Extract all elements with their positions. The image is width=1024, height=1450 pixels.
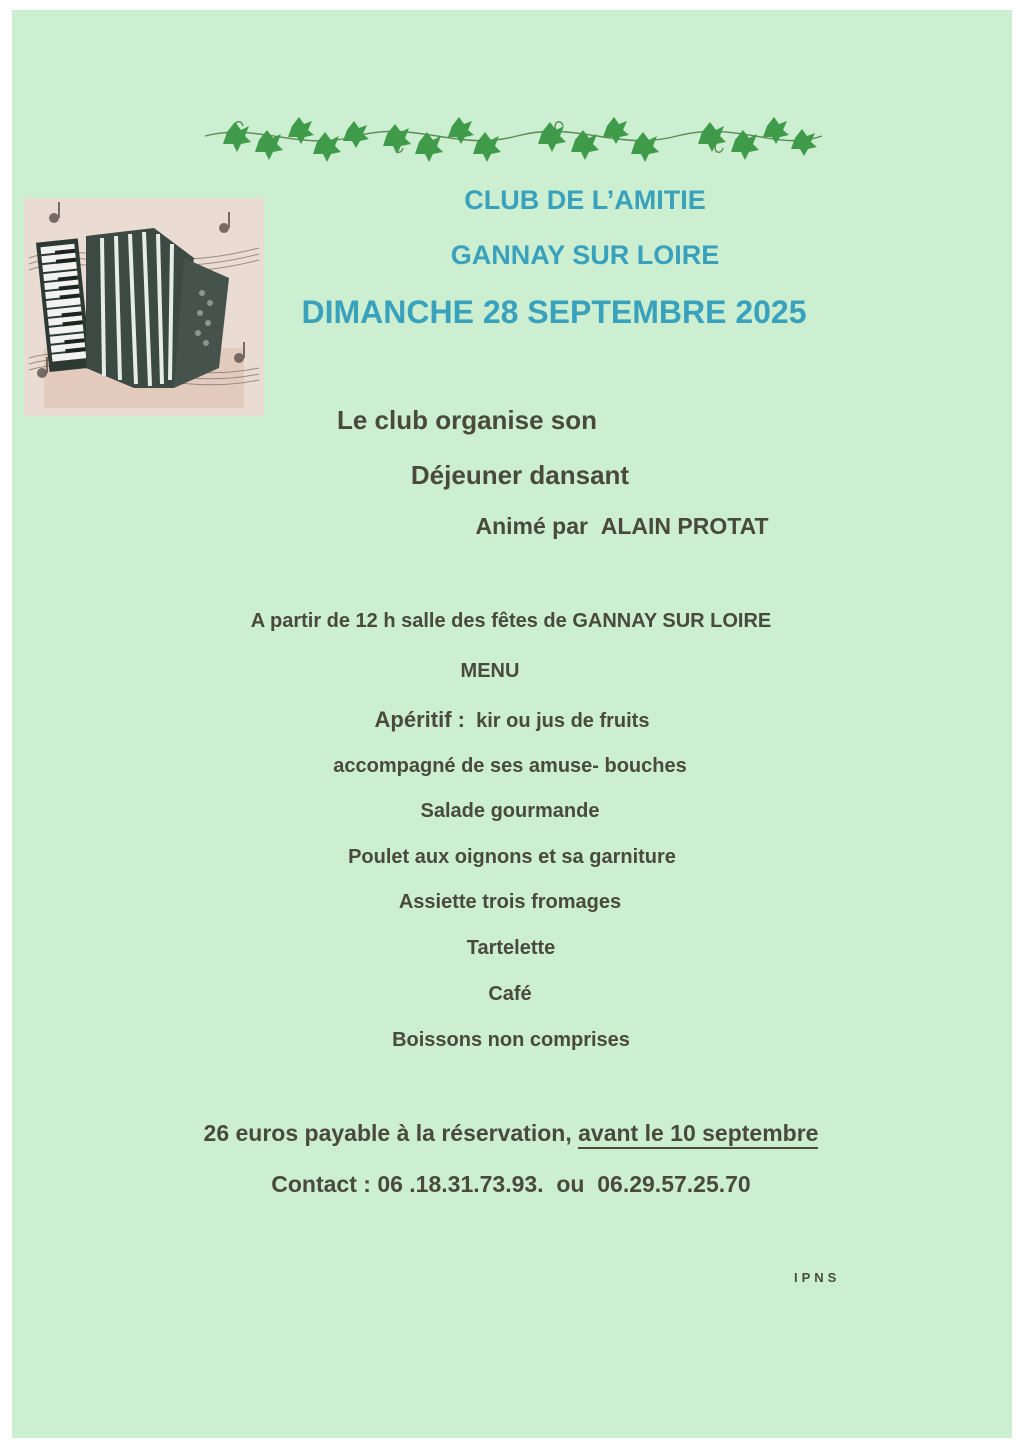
aperitif-text: kir ou jus de fruits [476, 710, 650, 732]
menu-item: Salade gourmande [420, 800, 600, 822]
animator-line [122, 513, 1024, 540]
ipns-mark: IPNS [794, 1270, 841, 1285]
venue-line: A partir de 12 h salle des fêtes de GANNAY SUR LOIRE [250, 610, 772, 632]
intro-line: Le club organise son [336, 405, 598, 435]
menu-item: accompagné de ses amuse- bouches [333, 755, 687, 777]
menu-item: Poulet aux oignons et sa garniture [348, 846, 676, 868]
event-date: DIMANCHE 28 SEPTEMBRE 2025 [301, 294, 807, 330]
animator-prefix: Animé par [475, 513, 588, 539]
reservation-deadline: avant le 10 septembre [578, 1120, 818, 1149]
club-name: CLUB DE L’AMITIE [464, 185, 706, 215]
price-line [11, 1120, 1011, 1147]
contact-label: Contact : [271, 1171, 371, 1197]
menu-item: Café [488, 983, 532, 1005]
aperitif-line [12, 707, 1012, 733]
contact-line [11, 1171, 1011, 1198]
contact-phone-1: 06 .18.31.73.93. [377, 1171, 544, 1197]
aperitif-label: Apéritif : [374, 707, 465, 732]
menu-item: Assiette trois fromages [398, 891, 622, 913]
price-text: 26 euros payable à la réservation, [203, 1120, 572, 1146]
menu-title: MENU [460, 660, 520, 682]
ivy-vine-decoration [197, 102, 827, 172]
animator-name: ALAIN PROTAT [600, 513, 769, 539]
contact-separator: ou [556, 1171, 585, 1197]
menu-item: Boissons non comprises [392, 1029, 630, 1051]
menu-item: Tartelette [466, 937, 556, 959]
contact-phone-2: 06.29.57.25.70 [597, 1171, 751, 1197]
club-town: GANNAY SUR LOIRE [450, 240, 720, 270]
flyer-page [12, 10, 1012, 1438]
event-type: Déjeuner dansant [410, 460, 630, 490]
